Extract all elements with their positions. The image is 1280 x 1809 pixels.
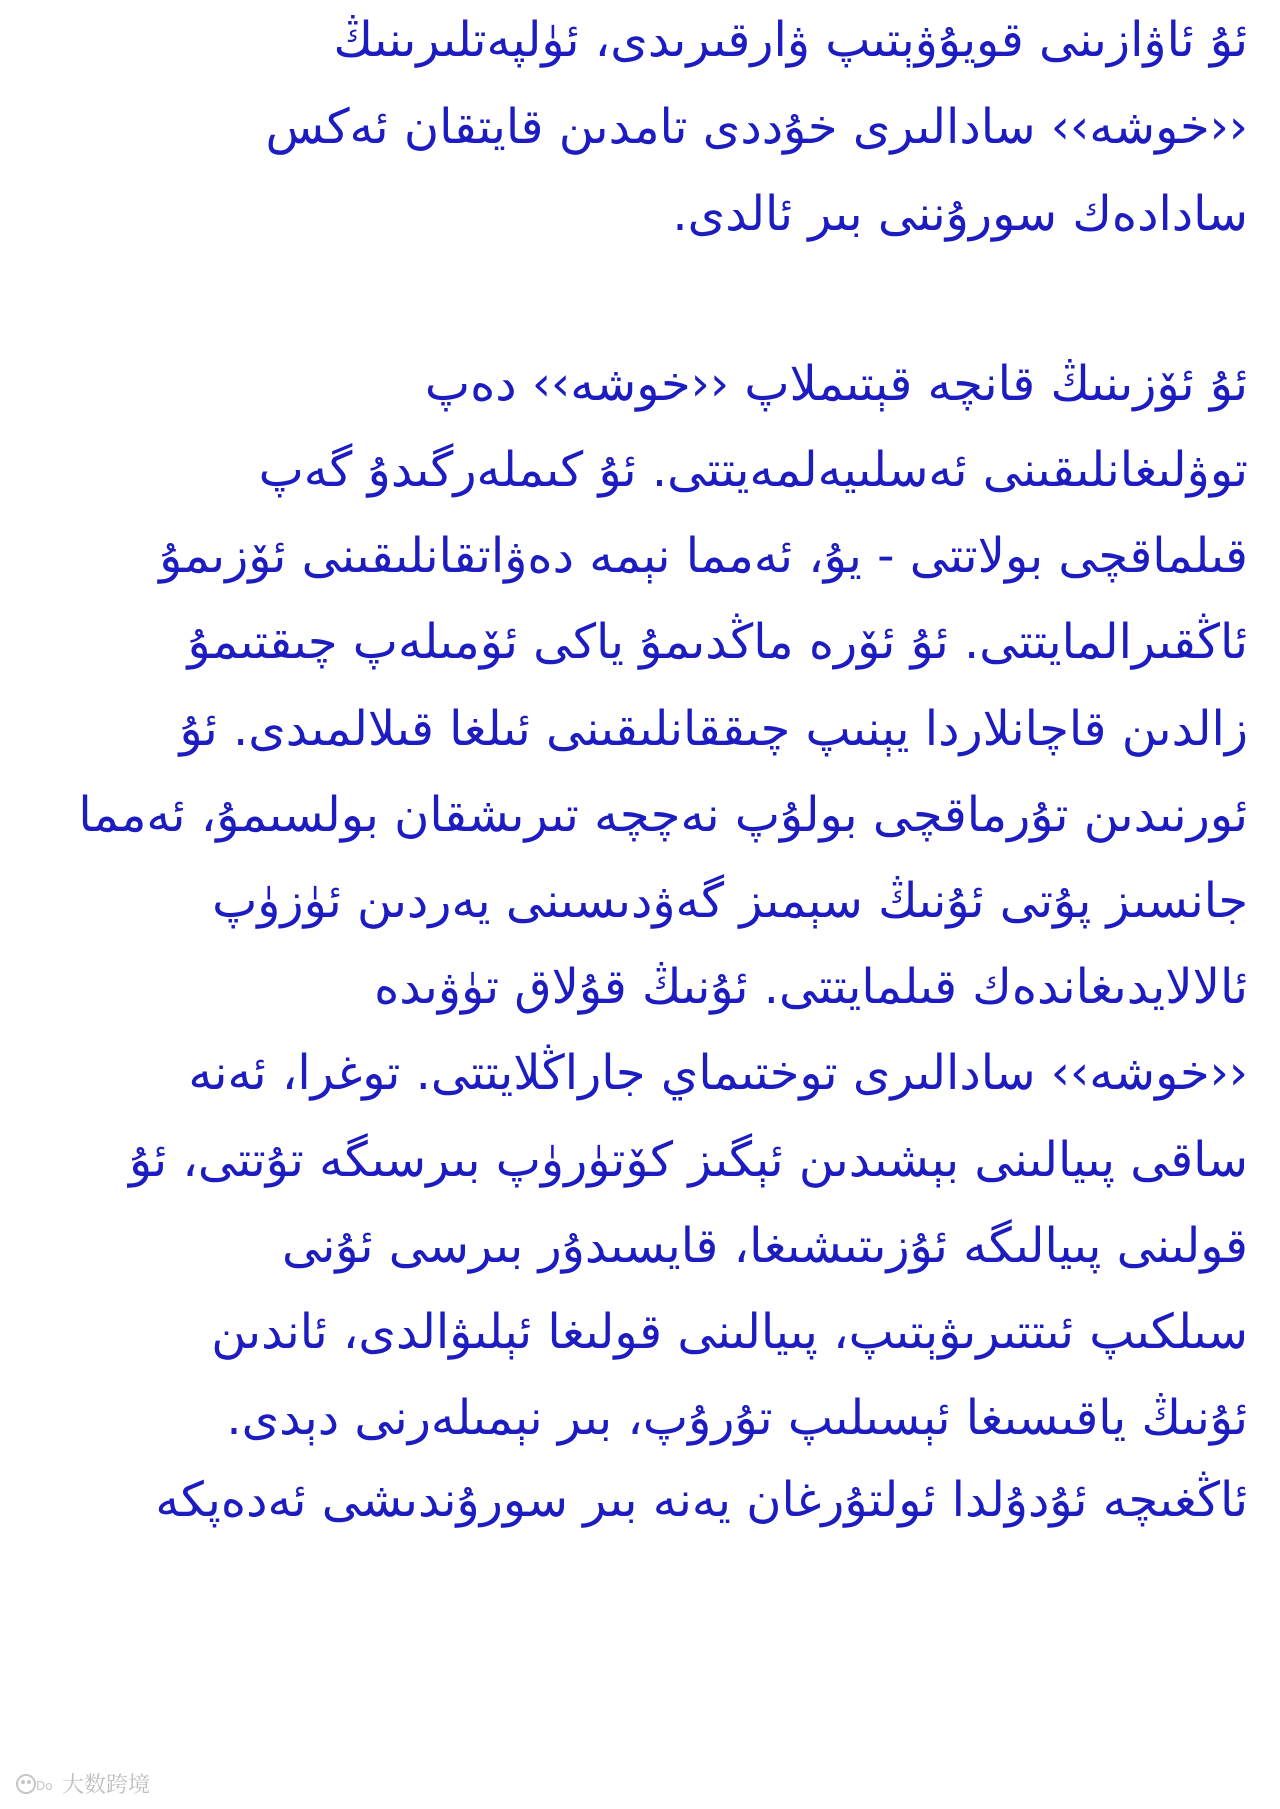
text-line-9: ئورنىدىن تۇرماقچى بولۇپ نەچچە تىرىشقان بولسىمۇ، ئەمما [78, 787, 1248, 843]
text-line-6: قىلماقچى بولاتتى - يۇ، ئەمما نېمە دەۋاتقانلىقىنى ئۆزىمۇ [159, 528, 1248, 584]
text-line-2: ‹‹خوشە›› سادالىرى خۇددى تامدىن قايتقان ئەكس [265, 99, 1248, 155]
text-line-13: ساقى پىيالىنى بېشىدىن ئېگىز كۆتۈرۈپ بىرسىگە تۇتتى، ئۇ [129, 1132, 1248, 1188]
text-line-1: ئۇ ئاۋازىنى قويۇۋېتىپ ۋارقىرىدى، ئۈلپەتلىرىنىڭ [333, 12, 1248, 68]
text-line-15: سىلكىپ ئىتتىرىۋېتىپ، پىيالىنى قولىغا ئېلىۋالدى، ئاندىن [211, 1304, 1248, 1360]
text-line-16: ئۇنىڭ ياقىسىغا ئېسىلىپ تۇرۇپ، بىر نېمىلەرنى دېدى. [226, 1390, 1248, 1446]
text-line-14: قولىنى پىيالىگە ئۇزىتىشىغا، قايسىدۇر بىرسى ئۇنى [281, 1218, 1248, 1274]
text-line-7: ئاڭقىرالمايتتى. ئۇ ئۆرە ماڭدىمۇ ياكى ئۆمىلەپ چىقتىمۇ [187, 614, 1248, 670]
text-line-5: توۋلىغانلىقىنى ئەسلىيەلمەيتتى. ئۇ كىملەرگىدۇ گەپ [258, 442, 1248, 498]
logo-icon [14, 1770, 56, 1798]
text-line-17: ئاڭغىچە ئۇدۇلدا ئولتۇرغان يەنە بىر سورۇندىشى ئەدەپكە [155, 1472, 1248, 1528]
text-line-11: ئالالايدىغاندەك قىلمايتتى. ئۇنىڭ قۇلاق تۈۋىدە [374, 959, 1248, 1015]
text-line-12: ‹‹خوشە›› سادالىرى توختىماي جاراڭلايتتى. توغرا، ئەنە [188, 1045, 1248, 1101]
text-line-3: سادادەك سورۇننى بىر ئالدى. [672, 186, 1248, 242]
watermark-text: 大数跨境 [62, 1773, 151, 1798]
text-line-8: زالدىن قاچانلاردا يېنىپ چىققانلىقىنى ئىلغا قىلالمىدى. ئۇ [179, 701, 1248, 757]
text-line-4: ئۇ ئۆزىنىڭ قانچە قېتىملاپ ‹‹خوشە›› دەپ [424, 356, 1248, 412]
watermark [14, 1768, 150, 1799]
svg-text:Do: Do [36, 1778, 53, 1793]
text-line-10: جانسىز پۇتى ئۇنىڭ سېمىز گەۋدىسىنى يەردىن ئۈزۈپ [212, 873, 1248, 929]
